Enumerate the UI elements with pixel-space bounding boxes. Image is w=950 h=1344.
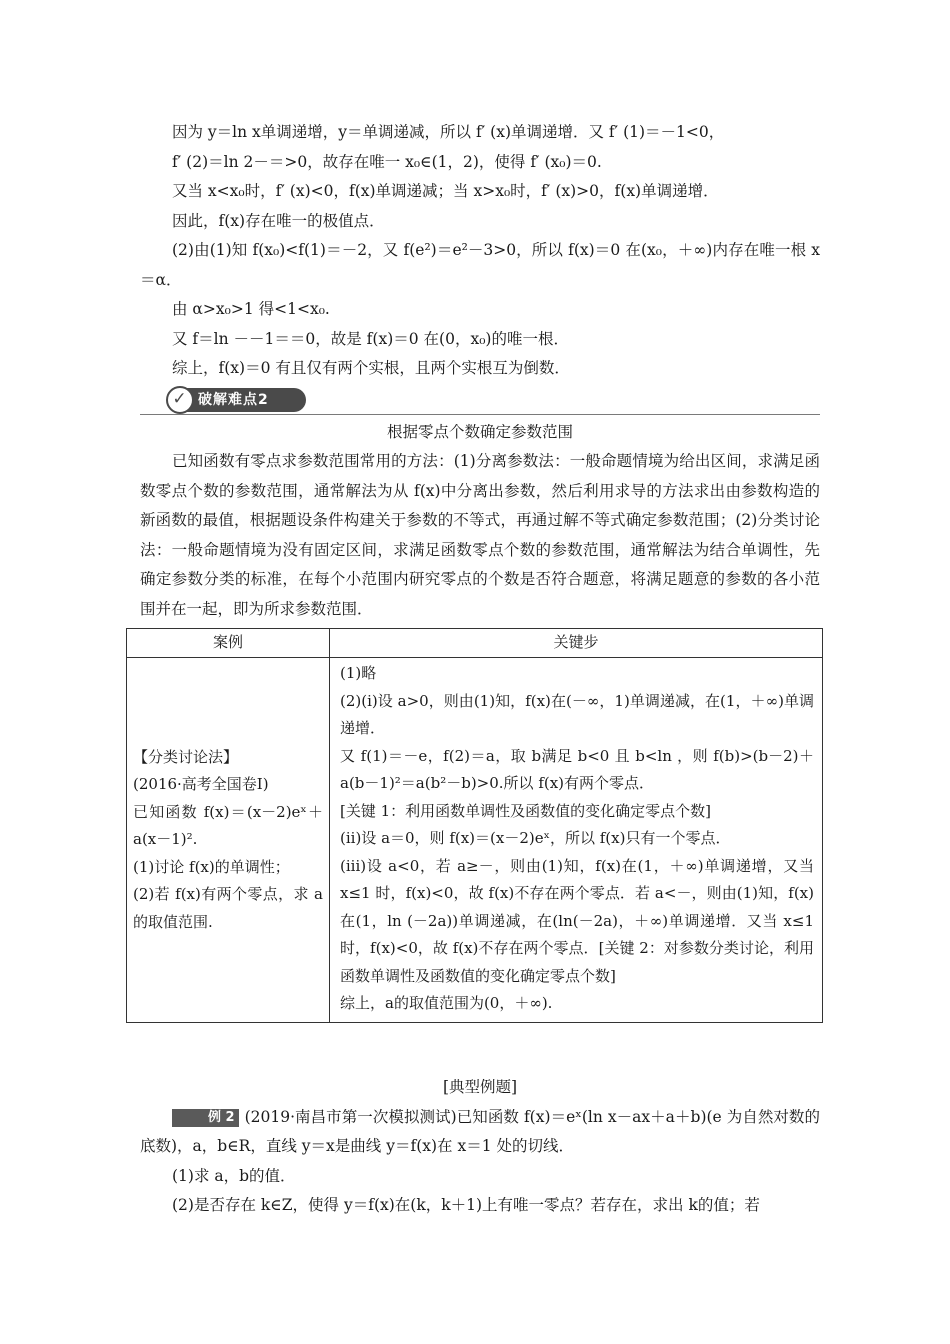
table-header-row [127,629,823,658]
difficulty-label: 破解难点2 [198,391,269,408]
example-question-1: (1)求 a，b的值． [172,1166,296,1185]
step-5: (iii)设 a<0，若 a≥－，则由(1)知，f(x)在(1，＋∞)单调递增，又当 x≤1 时，f(x)<0，故 f(x)不存在两个零点．若 a<－，则由(1)知，f(x)在(1，ln (－2a))单调递减，在(ln(－2a)，＋∞)单调递增．又当 x≤1 时，f(x)<0，故 f(x)不存在两个零点．[关键 2：对参数分类讨论，利用函数单调性及函数值的变化确定零点个数] [340,856,814,985]
proof-line-6: 由 α>x₀>1 得<1<x₀. [172,300,330,318]
proof-line-2: f′ (2)＝ln 2－＝>0，故存在唯一 x₀∈(1，2)，使得 f′ (x₀)＝0. [172,152,602,171]
case-table [126,628,823,1023]
proof-line-1: 因为 y＝ln x单调递增，y＝单调递减，所以 f′ (x)单调递增．又 f′ (1)＝－1<0， [172,123,725,141]
check-icon: ✓ [166,386,194,414]
example-heading: [典型例题] [442,1078,518,1096]
case-cell [127,658,330,1023]
step-key-1: [关键 1：利用函数单调性及函数值的变化确定零点个数] [340,801,712,820]
table-header-steps: 关键步 [330,629,823,658]
step-4: (ii)设 a＝0，则 f(x)＝(x－2)eˣ，所以 f(x)只有一个零点． [340,829,731,847]
example-question-2: (2)是否存在 k∈Z，使得 y＝f(x)在(k，k＋1)上有唯一零点？若存在，求出 k的值；若 [172,1196,760,1214]
case-source: (2016·高考全国卷Ⅰ) [133,775,269,793]
case-question-2: (2)若 f(x)有两个零点，求 a的取值范围. [133,885,323,931]
steps-cell [330,658,823,1023]
step-1: (1)略 [340,664,377,682]
step-conclusion: 综上，a的取值范围为(0，＋∞). [340,994,553,1012]
section-title: 根据零点个数确定参数范围 [386,422,573,441]
example-text [140,1103,820,1162]
table-row [127,658,823,1023]
step-2: (2)(i)设 a>0，则由(1)知，f(x)在(－∞，1)单调递减，在(1，＋∞)单调递增． [340,691,814,737]
proof-line-7: 又 f＝ln －－1＝＝0，故是 f(x)＝0 在(0，x₀)的唯一根． [172,329,569,348]
case-function: 已知函数 f(x)＝(x－2)eˣ＋a(x－1)². [133,802,323,848]
case-question-1: (1)讨论 f(x)的单调性； [133,857,290,876]
case-method: 【分类讨论法】 [133,747,239,766]
table-header-case: 案例 [127,629,330,658]
example-tag: 例 2 [172,1109,239,1127]
proof-line-8: 综上，f(x)＝0 有且仅有两个实根，且两个实根互为倒数． [172,359,570,377]
difficulty-banner [140,386,820,415]
example-section [140,1073,820,1221]
difficulty-badge [168,388,306,412]
proof-line-4: 因此，f(x)存在唯一的极值点． [172,211,385,230]
step-3: 又 f(1)＝－e，f(2)＝a，取 b满足 b<0 且 b<ln ，则 f(b)>(b－2)＋a(b－1)²＝a(b²－b)>0.所以 f(x)有两个零点． [340,746,814,792]
section-body: 已知函数有零点求参数范围常用的方法：(1)分离参数法：一般命题情境为给出区间，求满足函数零点个数的参数范围，通常解法为从 f(x)中分离出参数，然后利用求导的方法求出由参数构造的新函数的最值，根据题设条件构建关于参数的不等式，再通过解不等式确定参数范围；(2)分类讨论法：一般命题情境为没有固定区间，求满足函数零点个数的参数范围，通常解法为结合单调性，先确定参数分类的标准，在每个小范围内研究零点的个数是否符合题意，将满足题意的参数的各小范围并在一起，即为所求参数范围． [140,452,820,618]
document-page [140,118,820,624]
example-statement: (2019·南昌市第一次模拟测试)已知函数 f(x)＝eˣ(ln x－ax＋a＋b)(e 为自然对数的底数)，a，b∈R，直线 y＝x是曲线 y＝f(x)在 x＝1 处的切线． [140,1107,820,1155]
proof-line-3: 又当 x<x₀时，f′ (x)<0，f(x)单调递减；当 x>x₀时，f′ (x)>0，f(x)单调递增． [172,182,719,200]
proof-part-2: (2)由(1)知 f(x₀)<f(1)＝－2，又 f(e²)＝e²－3>0，所以 f(x)＝0 在(x₀，＋∞)内存在唯一根 x＝α． [140,241,820,289]
